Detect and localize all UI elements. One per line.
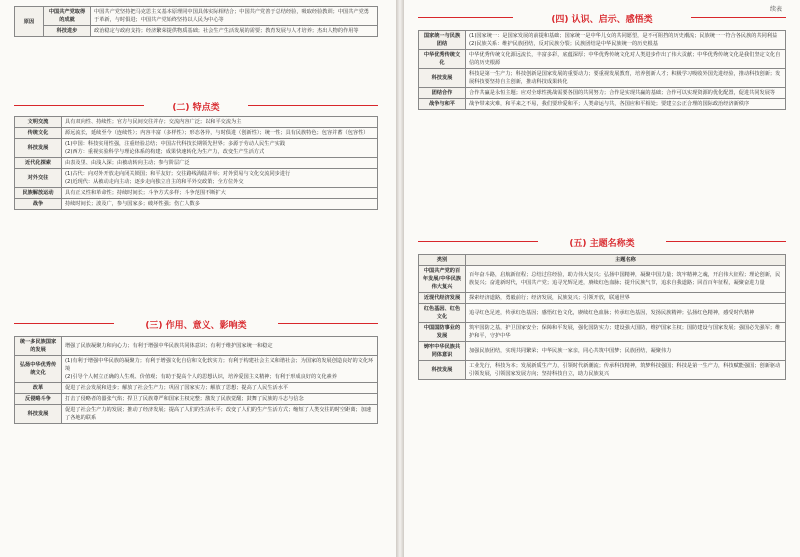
row-value: 促进了社会生产力的发展；推动了经济发展；提高了人们的生活水平；改变了人们的生产生活方式；缩短了人类交往的时空距离；加速了各地的联系 — [62, 405, 378, 424]
table-row — [419, 342, 786, 361]
table-row — [15, 7, 378, 26]
row-key: 对外交往 — [15, 169, 62, 188]
row-value: 探索经济道路，勇毅前行；经济发展，民族复兴；引领开放，联通世界 — [466, 293, 786, 304]
row-value: 由表及里、由浅入深；由被动转向主动；参与阶层广泛 — [62, 158, 378, 169]
row-key: 近现代经济发展 — [419, 293, 466, 304]
row-value: 中华优秀传统文化源远流长，丰富多彩，底蕴深厚；中华优秀传统文化对人类进步作出了伟大贡献；中华优秀传统文化是我们坚定文化自信的历史根源 — [466, 50, 786, 69]
row-key: 中国国防事业的发展 — [419, 323, 466, 342]
table-row — [419, 99, 786, 110]
row-value: 增强了民族凝聚力和向心力；有利于增强中华民族共同体意识；有利于维护国家统一和稳定 — [62, 337, 378, 356]
row-key: 反侵略斗争 — [15, 394, 62, 405]
row-key: 统一多民族国家的发展 — [15, 337, 62, 356]
row-value: 筑牢国防之基，护卫国家安全；保障和平发展，强化国防实力；建设强大国防，维护国家主权；国防建设与国家发展；强国必先强军；维护和平，守护中华 — [466, 323, 786, 342]
table-row — [15, 199, 378, 210]
row-value: (1)国家统一：是国家发展的前提和基础；国家统一是中华儿女的共同愿望，是不可阻挡的历史潮流；民族统一一符合各民族的共同利益 (2)民族关系：维护民族团结，反对民族分裂；民族团结是中华民族统一的历史根基 — [466, 31, 786, 50]
row-value: (1)中国：科技实用性强，注重经验总结；中国古代科技长期领先世界；多源于劳动人民生产实践 (2)西方：重视实验科学与理论体系的构建；成果快速转化为生产力，改变生产生活方式 — [62, 139, 378, 158]
continued-label: 续表 — [769, 6, 782, 13]
row-key: 科技发展 — [15, 139, 62, 158]
table-row — [419, 31, 786, 50]
row-key: 战争与和平 — [419, 99, 466, 110]
table-row — [419, 304, 786, 323]
row-value: 促进了社会发展和进步；解放了社会生产力；巩固了国家实力；解放了思想；提高了人民生活水平 — [62, 383, 378, 394]
row-value: 政治稳定与政府支持；经济繁荣提供物质基础；社会生产生活发展的需要；教育发展与人才培养；杰出人物的作用等 — [91, 26, 378, 37]
row-category: 原因 — [15, 7, 44, 37]
row-key: 红色基因、红色文化 — [419, 304, 466, 323]
row-value: 工业先行，科技为本；发展新质生产力，引领时代新潮流；传承科技精神，筑梦科技强国；科技是第一生产力，科技赋能强国；创新驱动引领发展，引领国家发展方向；坚持科技自立，助力民族复兴 — [466, 361, 786, 380]
table-row — [419, 69, 786, 88]
row-key: 科技发展 — [419, 69, 466, 88]
effects-table — [14, 336, 378, 424]
table-row — [15, 169, 378, 188]
row-key: 近代化探索 — [15, 158, 62, 169]
row-key: 科技进步 — [44, 26, 91, 37]
row-key: 科技发展 — [15, 405, 62, 424]
causes-table — [14, 6, 378, 37]
section-title-features: (二) 特点类 — [14, 100, 378, 113]
row-value: (1)古代：向对外开放走向闭关锁国；和平友好；交往路线海陆并举；对外贸易与文化交流同步进行 (2)近现代：从被动走向主动；逐步走向独立自主的和平外交政策；全方位外交 — [62, 169, 378, 188]
features-table — [14, 116, 378, 210]
row-key: 文明交流 — [15, 117, 62, 128]
row-key: 团结合作 — [419, 88, 466, 99]
table-row — [419, 323, 786, 342]
left-page — [0, 0, 396, 557]
row-value: 源远流长，延续至今（连续性）；内容丰富（多样性）；形态各异，与时俱进（创新性）；统一性；具有民族特色；包容并蓄（包容性） — [62, 128, 378, 139]
row-key: 中国共产党取得的成就 — [44, 7, 91, 26]
row-key: 中华优秀传统文化 — [419, 50, 466, 69]
row-key: 铸牢中华民族共同体意识 — [419, 342, 466, 361]
table-row — [15, 158, 378, 169]
row-key: 科技发展 — [419, 361, 466, 380]
insights-table — [418, 30, 786, 110]
section-title-effects: (三) 作用、意义、影响类 — [14, 318, 378, 331]
row-key: 中国共产党的百年发展/中华民族伟大复兴 — [419, 266, 466, 293]
table-row — [15, 337, 378, 356]
table-row — [419, 266, 786, 293]
header-category: 类别 — [419, 255, 466, 266]
row-value: 科技是第一生产力；科技创新是国家发展的重要动力；要重视发展教育，培养创新人才；积极学习吸收外国先进经验，推动科技创新；发展科技要坚持自主创新，推动科技成果转化 — [466, 69, 786, 88]
table-row — [15, 405, 378, 424]
row-key: 民族解放运动 — [15, 188, 62, 199]
row-value: 追寻红色足迹，传承红色基因；感悟红色文化，赓续红色血脉；传承红色基因，发扬民族精神；弘扬红色精神，感受时代精神 — [466, 304, 786, 323]
table-row — [15, 128, 378, 139]
table-row — [15, 26, 378, 37]
header-theme: 主题名称 — [466, 255, 786, 266]
themes-table — [418, 254, 786, 380]
right-page — [404, 0, 800, 557]
row-key: 传统文化 — [15, 128, 62, 139]
row-value: 百年奋斗路，启航新征程；总结过往经验，助力伟大复兴；弘扬中国精神，凝聚中国力量；筑牢精神之魂，开启伟大征程；理论创新，民族复兴；奋进新时代，中国共产党；追寻光辉足迹，赓续红色血脉；提升民族气节，追求自我道路；回首百年征程，凝聚奋进力量 — [466, 266, 786, 293]
row-value: 具有双向性、持续性；官方与民间交往并存；交流内容广泛；以和平交流为主 — [62, 117, 378, 128]
table-row — [15, 394, 378, 405]
table-row — [15, 139, 378, 158]
row-key: 改革 — [15, 383, 62, 394]
section-title-insights: (四) 认识、启示、感悟类 — [418, 12, 786, 25]
row-key: 弘扬中华优秀传统文化 — [15, 356, 62, 383]
table-row — [419, 88, 786, 99]
table-row — [419, 361, 786, 380]
row-key: 国家统一与民族团结 — [419, 31, 466, 50]
row-value: 加强民族团结，实现共同繁荣；中华民族一家亲，同心共筑中国梦；民族团结，凝聚伟力 — [466, 342, 786, 361]
table-header-row — [419, 255, 786, 266]
table-row — [15, 356, 378, 383]
row-value: 持续时间长；波及广，参与国家多；破坏性强；伤亡人数多 — [62, 199, 378, 210]
table-row — [419, 293, 786, 304]
row-value: 战争带来灾难，和平来之不易，我们要珍爱和平；人类命运与共，各国应和平相处；要建立公正合理的国际政治经济新秩序 — [466, 99, 786, 110]
row-value: 中国共产党坚持把马克思主义基本原理同中国具体实际相结合；中国共产党善于总结经验，吸取经验教训；中国共产党勇于革新，与时俱进；中国共产党始终坚持以人民为中心等 — [91, 7, 378, 26]
section-title-themes: (五) 主题名称类 — [418, 236, 786, 249]
row-key: 战争 — [15, 199, 62, 210]
table-row — [15, 383, 378, 394]
row-value: 具有正义性和革命性；持续时间长；斗争方式多样；斗争范围不断扩大 — [62, 188, 378, 199]
table-row — [419, 50, 786, 69]
table-row — [15, 188, 378, 199]
table-row — [15, 117, 378, 128]
row-value: (1)有利于增强中华民族的凝聚力；有利于增强文化自信和文化软实力；有利于构建社会主义和谐社会；为国家的发展创造良好的文化环境 (2)引导个人树立正确的人生观、价值观；有助于提高个人的思想认识，培养爱国主义精神；有利于形成良好的文化素养 — [62, 356, 378, 383]
row-value: 打击了侵略者的嚣张气焰；捍卫了民族尊严和国家主权完整；激发了民族觉醒；鼓舞了民族的斗志与信念 — [62, 394, 378, 405]
book-gutter — [396, 0, 404, 557]
row-value: 合作共赢是永恒主题；应对全球性挑战需要各国的共同努力；合作是实现共赢的基础；合作可以实现资源的优化配置，促进共同发展等 — [466, 88, 786, 99]
